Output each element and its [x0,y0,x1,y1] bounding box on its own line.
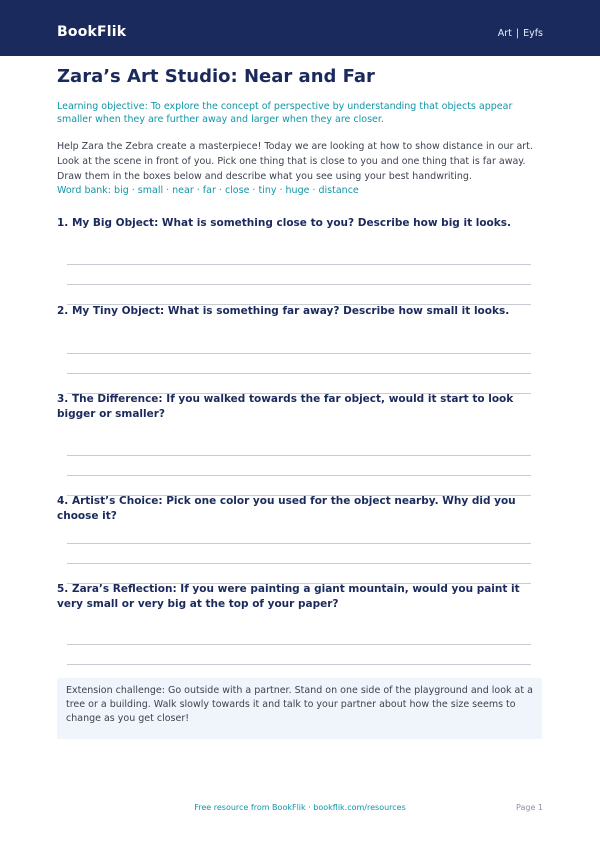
extension-callout [57,678,542,739]
answer-line[interactable] [67,475,531,476]
extension-text: Extension challenge: Go outside with a partner. Stand on one side of the playground and look at a tree or a building. Walk slowly towards it and talk to your partner about how the size seems to change as you get closer! [66,685,533,724]
learning-objective: Learning objective: To explore the concept of perspective by understanding that objects appear smaller when they are further away and larger when they are closer. [57,101,513,125]
answer-line[interactable] [67,264,531,265]
level-label: Eyfs [523,28,543,39]
instructions-text: Help Zara the Zebra create a masterpiece! Today we are looking at how to show distance in our art. Look at the scene in front of you. Pick one thing that is close to you and one thing that is far away. Draw them in the boxes below and describe what you see using your best handwriting. [57,141,533,182]
question-5-prompt: 5. Zara’s Reflection: If you were painting a giant mountain, would you paint it very small or very big at the top of your paper? [57,583,520,610]
answer-line[interactable] [67,373,531,374]
answer-line[interactable] [67,455,531,456]
subject-meta [498,28,543,39]
subject-label: Art [497,28,512,39]
question-3-prompt: 3. The Difference: If you walked towards the far object, would it start to look bigger or smaller? [57,393,514,420]
word-bank: Word bank: big · small · near · far · close · tiny · huge · distance [57,185,359,196]
answer-line[interactable] [67,664,531,665]
question-4-prompt: 4. Artist’s Choice: Pick one color you used for the object nearby. Why did you choose it? [57,495,516,522]
page-title: Zara’s Art Studio: Near and Far [57,66,375,87]
answer-line[interactable] [67,543,531,544]
meta-separator: | [515,28,520,39]
question-1-prompt: 1. My Big Object: What is something close to you? Describe how big it looks. [57,217,511,229]
page-number: Page 1 [516,803,543,812]
answer-line[interactable] [67,644,531,645]
header-bar [0,0,600,56]
answer-line[interactable] [67,284,531,285]
answer-line[interactable] [67,563,531,564]
answer-line[interactable] [67,353,531,354]
footer-credit[interactable]: Free resource from BookFlik · bookflik.com/resources [194,803,406,812]
brand-logo[interactable]: BookFlik [57,24,127,40]
question-2-prompt: 2. My Tiny Object: What is something far away? Describe how small it looks. [57,305,510,317]
